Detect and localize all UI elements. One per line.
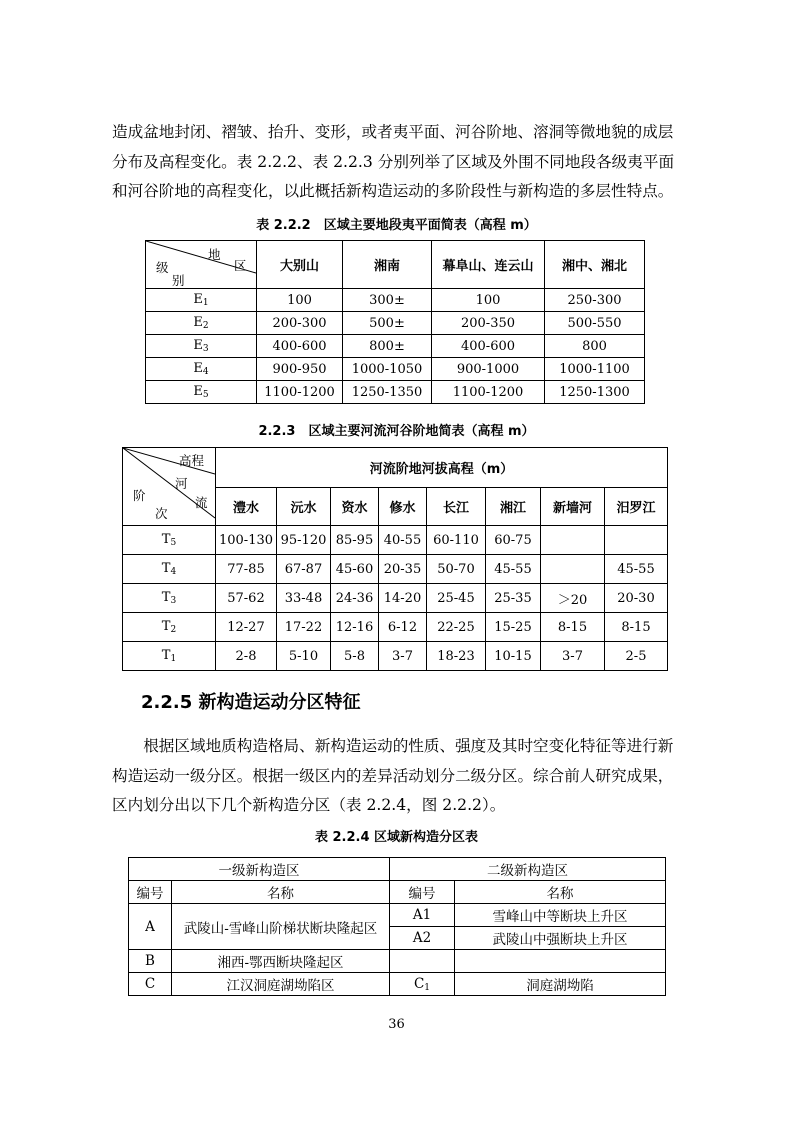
table2-header: 澧水 [216,488,277,526]
table-cell [605,526,668,555]
table1 [145,240,645,404]
table-cell: 300± [343,289,432,312]
table-cell: 45-55 [486,555,541,584]
row-label: $T_1$ [123,642,216,671]
table-cell: 3-7 [379,642,427,671]
table1-header: 幕阜山、连云山 [432,241,545,289]
intro-line-1: 造成盆地封闭、褶皱、抬升、变形，或者夷平面、河谷阶地、溶洞等微地貌的成层 [112,123,674,141]
table2-corner-cell [123,448,216,526]
table1-header: 湘中、湘北 [545,241,645,289]
table-cell: 60-75 [486,526,541,555]
table3-col-name: 名称 [172,881,390,904]
table-row [146,335,645,358]
table-cell: A2 [390,927,455,950]
table-cell: $C_1$ [390,973,455,996]
row-label: $E_5$ [146,381,257,404]
row-label: $T_5$ [123,526,216,555]
table-cell: 15-25 [486,613,541,642]
table2-header: 新墙河 [541,488,605,526]
table-cell: 25-35 [486,584,541,613]
table-row [123,642,668,671]
table-row [123,555,668,584]
body-line-2: 构造运动一级分区。根据一级区内的差异活动划分二级分区。综合前人研究成果， [112,766,674,785]
table-row [146,358,645,381]
table-cell: 12-16 [331,613,379,642]
table-cell [390,950,455,973]
table-row [129,950,666,973]
table-cell: 100 [432,289,545,312]
table-cell: 1100-1200 [432,381,545,404]
table-cell: 5-8 [331,642,379,671]
row-label: $T_4$ [123,555,216,584]
table2-header: 湘江 [486,488,541,526]
table-cell: 1250-1300 [545,381,645,404]
table-cell: 95-120 [277,526,331,555]
row-label: $E_1$ [146,289,257,312]
section-heading: 2.2.5 新构造运动分区特征 [141,692,361,713]
row-label: $E_4$ [146,358,257,381]
table-row [146,312,645,335]
table-cell: 400-600 [257,335,343,358]
table-cell: 3-7 [541,642,605,671]
table-cell: 2-8 [216,642,277,671]
table-cell: 100 [257,289,343,312]
table-cell: 500-550 [545,312,645,335]
table2-caption: 2.2.3 区域主要河流河谷阶地简表（高程 m） [258,424,535,439]
table-cell: 800± [343,335,432,358]
table-cell: 武陵山-雪峰山阶梯状断块隆起区 [172,904,390,950]
table1-corner-bottom-b: 别 [172,273,185,288]
table-cell [455,950,666,973]
table-cell: 8-15 [541,613,605,642]
table-cell: 33-48 [277,584,331,613]
intro-line-3: 和河谷阶地的高程变化，以此概括新构造运动的多阶段性与新构造的多层性特点。 [112,182,674,200]
table2-corner-a: 高程 [179,453,205,468]
table-cell: 800 [545,335,645,358]
table3-group2-header: 二级新构造区 [390,858,666,881]
body-line-3: 区内划分出以下几个新构造分区（表 2.2.4，图 2.2.2）。 [112,796,506,814]
table-cell: 12-27 [216,613,277,642]
table2-header: 资水 [331,488,379,526]
table-cell: 雪峰山中等断块上升区 [455,904,666,927]
table1-corner-bottom-a: 级 [156,260,169,275]
table-cell: 22-25 [427,613,486,642]
table-cell: B [129,950,172,973]
table-row [123,613,668,642]
table-cell: 14-20 [379,584,427,613]
row-label: $E_3$ [146,335,257,358]
row-label: $T_2$ [123,613,216,642]
row-label: $E_2$ [146,312,257,335]
table2-header: 修水 [379,488,427,526]
table-row [123,526,668,555]
table2-corner-d: 阶 [133,488,146,503]
table-cell: 100-130 [216,526,277,555]
body-paragraph [112,732,690,821]
table2-corner-e: 次 [155,506,168,521]
table-cell: 1100-1200 [257,381,343,404]
table-cell: 17-22 [277,613,331,642]
table3-col-code: 编号 [390,881,455,904]
table3 [128,857,666,996]
table-cell: 40-55 [379,526,427,555]
table3-col-name: 名称 [455,881,666,904]
intro-paragraph [112,118,690,207]
table-row [146,381,645,404]
table-cell: 400-600 [432,335,545,358]
table-cell: 45-55 [605,555,668,584]
table1-corner-cell [146,241,257,289]
table-cell: 900-950 [257,358,343,381]
page-number: 36 [388,1017,405,1032]
table2-header: 汨罗江 [605,488,668,526]
table1-corner-top-a: 地 [208,247,221,262]
table-cell: 湘西-鄂西断块隆起区 [172,950,390,973]
table-cell: 45-60 [331,555,379,584]
table-cell: 500± [343,312,432,335]
table-cell: 50-70 [427,555,486,584]
table-cell: 18-23 [427,642,486,671]
table-cell: 24-36 [331,584,379,613]
table-cell: 8-15 [605,613,668,642]
table-cell: 5-10 [277,642,331,671]
table-cell: C [129,973,172,996]
table-cell: A [129,904,172,950]
table-cell: 1000-1050 [343,358,432,381]
table-cell: 2-5 [605,642,668,671]
table-row [123,584,668,613]
table-cell: 250-300 [545,289,645,312]
table2 [122,447,668,671]
table2-header: 沅水 [277,488,331,526]
table-cell: ＞20 [541,584,605,613]
table-cell: 60-110 [427,526,486,555]
table-cell: 200-350 [432,312,545,335]
table-cell: 武陵山中强断块上升区 [455,927,666,950]
intro-line-2: 分布及高程变化。表 2.2.2、表 2.2.3 分别列举了区域及外围不同地段各级夷平面 [112,152,675,171]
table3-caption: 表 2.2.4 区域新构造分区表 [314,830,479,845]
table-cell: 67-87 [277,555,331,584]
table2-group-header: 河流阶地河拔高程（m） [216,448,668,488]
table-cell: 85-95 [331,526,379,555]
table-cell: 6-12 [379,613,427,642]
row-label: $T_3$ [123,584,216,613]
table2-corner-b: 河 [175,476,188,491]
table3-col-code: 编号 [129,881,172,904]
table-cell: 57-62 [216,584,277,613]
table-row [129,973,666,996]
table-row [146,289,645,312]
table-cell: 1250-1350 [343,381,432,404]
table-cell: 江汉洞庭湖坳陷区 [172,973,390,996]
body-line-1: 根据区域地质构造格局、新构造运动的性质、强度及其时空变化特征等进行新 [112,737,674,755]
table-row [129,904,666,927]
table-cell: 77-85 [216,555,277,584]
table1-header: 湘南 [343,241,432,289]
table-cell: 1000-1100 [545,358,645,381]
table-cell: 200-300 [257,312,343,335]
table3-group1-header: 一级新构造区 [129,858,390,881]
table-cell: 900-1000 [432,358,545,381]
table-cell [541,526,605,555]
table2-corner-c: 流 [195,495,208,510]
table-cell: 25-45 [427,584,486,613]
table-cell: 20-30 [605,584,668,613]
table1-corner-top-b: 区 [234,258,247,273]
table2-header: 长江 [427,488,486,526]
table1-caption: 表 2.2.2 区域主要地段夷平面简表（高程 m） [256,218,537,233]
table-cell [541,555,605,584]
table-cell: 10-15 [486,642,541,671]
table-cell: 20-35 [379,555,427,584]
table1-header: 大别山 [257,241,343,289]
table-cell: A1 [390,904,455,927]
table-cell: 洞庭湖坳陷 [455,973,666,996]
